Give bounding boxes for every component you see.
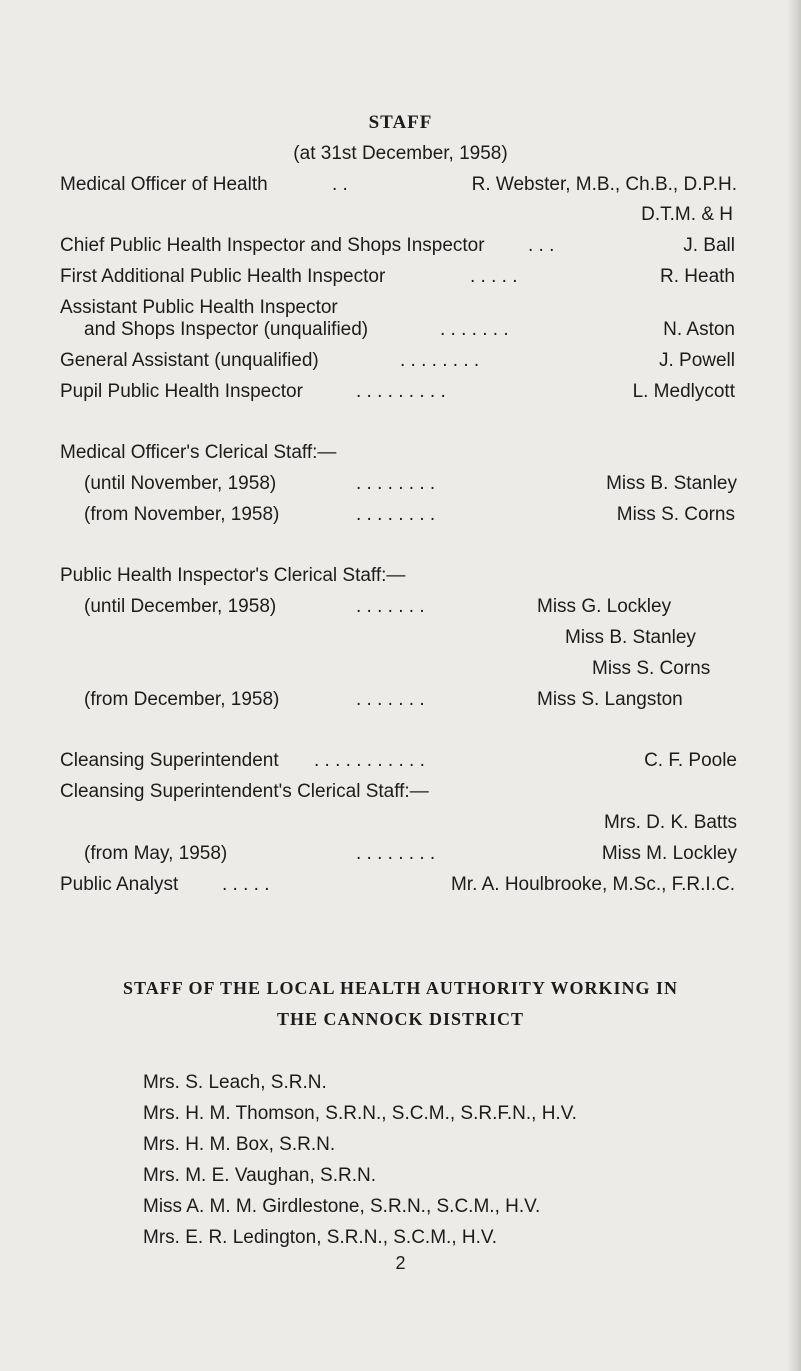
lha-member: Mrs. H. M. Thomson, S.R.N., S.C.M., S.R.F.N., H.V. (143, 1103, 577, 1124)
phi-until-name: Miss B. Stanley (565, 627, 696, 648)
clerical-row-dots: . . . . . . . . (356, 504, 436, 525)
staff-row-dots: . . . . . . . . (400, 350, 480, 371)
moh-label: Medical Officer of Health (60, 174, 268, 195)
analyst-dots: . . . . . (222, 874, 270, 895)
cleansing-label: Cleansing Superintendent (60, 750, 279, 771)
staff-row-name: L. Medlycott (632, 381, 735, 402)
cleansing-dots: . . . . . . . . . . . (314, 750, 425, 771)
analyst-label: Public Analyst (60, 874, 179, 895)
cleansing-from-dots: . . . . . . . . (356, 843, 436, 864)
staff-row-label: Pupil Public Health Inspector (60, 381, 303, 402)
cleansing-from-label: (from May, 1958) (84, 843, 228, 864)
staff-row-dots: . . . . . . . . . (356, 381, 446, 402)
lha-title-line2: THE CANNOCK DISTRICT (276, 1009, 525, 1029)
lha-member: Mrs. S. Leach, S.R.N. (143, 1072, 327, 1093)
moh-name: R. Webster, M.B., Ch.B., D.P.H. (471, 174, 737, 195)
staff-row-label: Chief Public Health Inspector and Shops Inspector (60, 235, 485, 256)
moh-clerical-heading: Medical Officer's Clerical Staff:— (60, 442, 337, 463)
cleansing-clerical-name: Mrs. D. K. Batts (603, 812, 737, 833)
cleansing-from-name: Miss M. Lockley (601, 843, 737, 864)
clerical-row-dots: . . . . . . . . (356, 473, 436, 494)
phi-until-dots: . . . . . . . (356, 596, 425, 617)
clerical-row-name: Miss B. Stanley (606, 473, 737, 494)
analyst-name: Mr. A. Houlbrooke, M.Sc., F.R.I.C. (450, 874, 735, 895)
clerical-row-label: (from November, 1958) (84, 504, 280, 525)
staff-row-name: J. Ball (683, 235, 735, 256)
lha-member: Miss A. M. M. Girdlestone, S.R.N., S.C.M., H.V. (143, 1196, 541, 1217)
staff-row-name: N. Aston (663, 319, 735, 340)
phi-until-label: (until December, 1958) (84, 596, 277, 617)
moh-qualifications: D.T.M. & H (641, 204, 733, 225)
staff-row-label: Assistant Public Health Inspector (60, 297, 338, 318)
staff-row-label: and Shops Inspector (unqualified) (84, 319, 369, 340)
phi-from-name: Miss S. Langston (537, 689, 683, 710)
clerical-row-name: Miss S. Corns (616, 504, 735, 525)
moh-dots: . . (332, 174, 348, 195)
phi-from-label: (from December, 1958) (84, 689, 280, 710)
cleansing-clerical-heading: Cleansing Superintendent's Clerical Staff:— (60, 781, 429, 802)
staff-title: STAFF (368, 112, 433, 133)
lha-title-line1: STAFF OF THE LOCAL HEALTH AUTHORITY WORKING IN (123, 978, 678, 998)
phi-from-dots: . . . . . . . (356, 689, 425, 710)
staff-row-name: R. Heath (660, 266, 735, 287)
page-edge-shadow (787, 0, 801, 1371)
staff-row-dots: . . . . . . . (440, 319, 509, 340)
cleansing-name: C. F. Poole (644, 750, 737, 771)
phi-until-name: Miss S. Corns (592, 658, 711, 679)
phi-clerical-heading: Public Health Inspector's Clerical Staff:— (60, 565, 406, 586)
staff-row-label: First Additional Public Health Inspector (60, 266, 386, 287)
page-number: 2 (395, 1253, 406, 1273)
staff-row-dots: . . . (528, 235, 555, 256)
lha-member: Mrs. H. M. Box, S.R.N. (143, 1134, 336, 1155)
staff-row-label: General Assistant (unqualified) (60, 350, 319, 371)
staff-subtitle: (at 31st December, 1958) (293, 143, 508, 164)
phi-until-name: Miss G. Lockley (537, 596, 672, 617)
staff-row-name: J. Powell (658, 350, 735, 371)
lha-member: Mrs. M. E. Vaughan, S.R.N. (143, 1165, 377, 1186)
lha-member: Mrs. E. R. Ledington, S.R.N., S.C.M., H.V. (143, 1227, 498, 1248)
clerical-row-label: (until November, 1958) (84, 473, 277, 494)
staff-row-dots: . . . . . (470, 266, 518, 287)
